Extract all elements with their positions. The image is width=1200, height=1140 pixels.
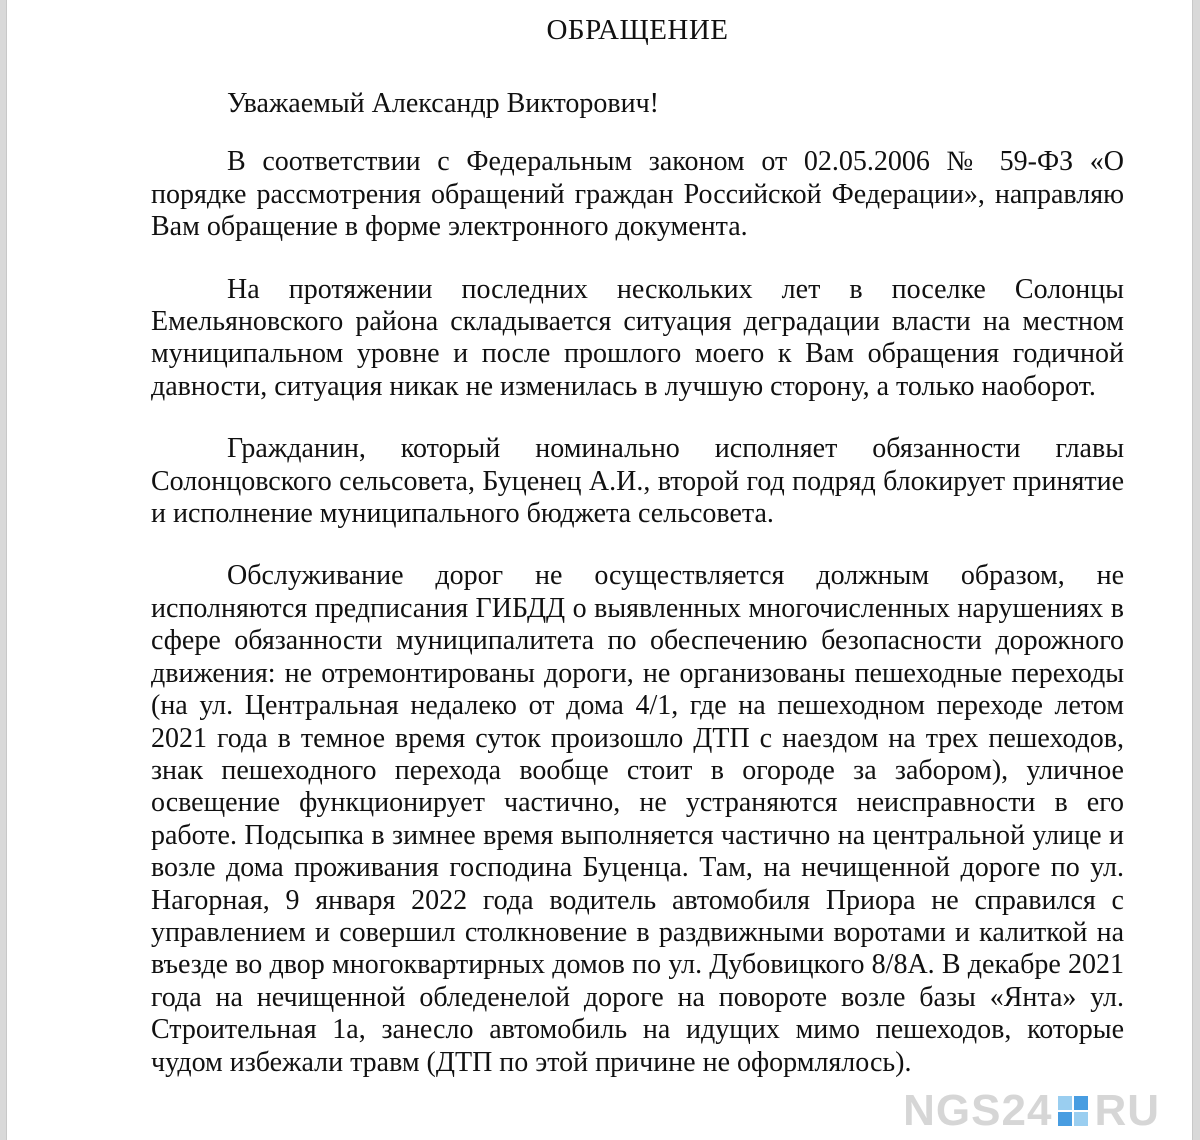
- paragraph-situation: На протяжении последних нескольких лет в поселке Солонцы Емельяновского района складывается ситуация деградации власти на местном муниципальном уровне и после прошлого моего к Вам обращения годичной давности, ситуация никак не изменилась в лучшую сторону, а только наоборот.: [151, 273, 1124, 402]
- salutation: Уважаемый Александр Викторович!: [227, 88, 659, 119]
- paragraph-legal-basis: В соответствии с Федеральным законом от 02.05.2006 № 59-ФЗ «О порядке рассмотрения обращений граждан Российской Федерации», направляю Вам обращение в форме электронного документа.: [151, 146, 1124, 243]
- ngs24-watermark: [903, 1086, 1160, 1136]
- document-body: [151, 10, 1124, 1079]
- watermark-right-text: RU: [1094, 1086, 1160, 1135]
- paragraph-budget: Гражданин, который номинально исполняет обязанности главы Солонцовского сельсовета, Буценец А.И., второй год подряд блокирует принятие и исполнение муниципального бюджета сельсовета.: [151, 433, 1124, 530]
- document-title: ОБРАЩЕНИЕ: [546, 14, 729, 46]
- paragraph-roads: Обслуживание дорог не осуществляется должным образом, не исполняются предписания ГИБДД о выявленных многочисленных нарушениях в сфере обязанности муниципалитета по обеспечению безопасности дорожного движения: не отремонтированы дороги, не организованы пешеходные переходы (на ул. Центральная недалеко от дома 4/1, где на пешеходном переходе летом 2021 года в темное время суток произошло ДТП с наездом на трех пешеходов, знак пешеходного перехода вообще стоит в огороде за забором), уличное освещение функционирует частично, не устраняются неисправности в его работе. Подсыпка в зимнее время выполняется частично на центральной улице и возле дома проживания господина Буценца. Там, на нечищенной дороге по ул. Нагорная, 9 января 2022 года водитель автомобиля Приора не справился с управлением и совершил столкновение в раздвижными воротами и калиткой на въезде во двор многоквартирных домов по ул. Дубовицкого 8/8А. В декабре 2021 года на нечищенной обледенелой дороге на повороте возле базы «Янта» ул. Строительная 1а, занесло автомобиль на идущих мимо пешеходов, которые чудом избежали травм (ДТП по этой причине не оформлялось).: [151, 560, 1124, 1078]
- ngs24-logo-icon: [1058, 1096, 1088, 1126]
- watermark-left-text: NGS24: [903, 1086, 1053, 1135]
- document-page: [6, 0, 1193, 1140]
